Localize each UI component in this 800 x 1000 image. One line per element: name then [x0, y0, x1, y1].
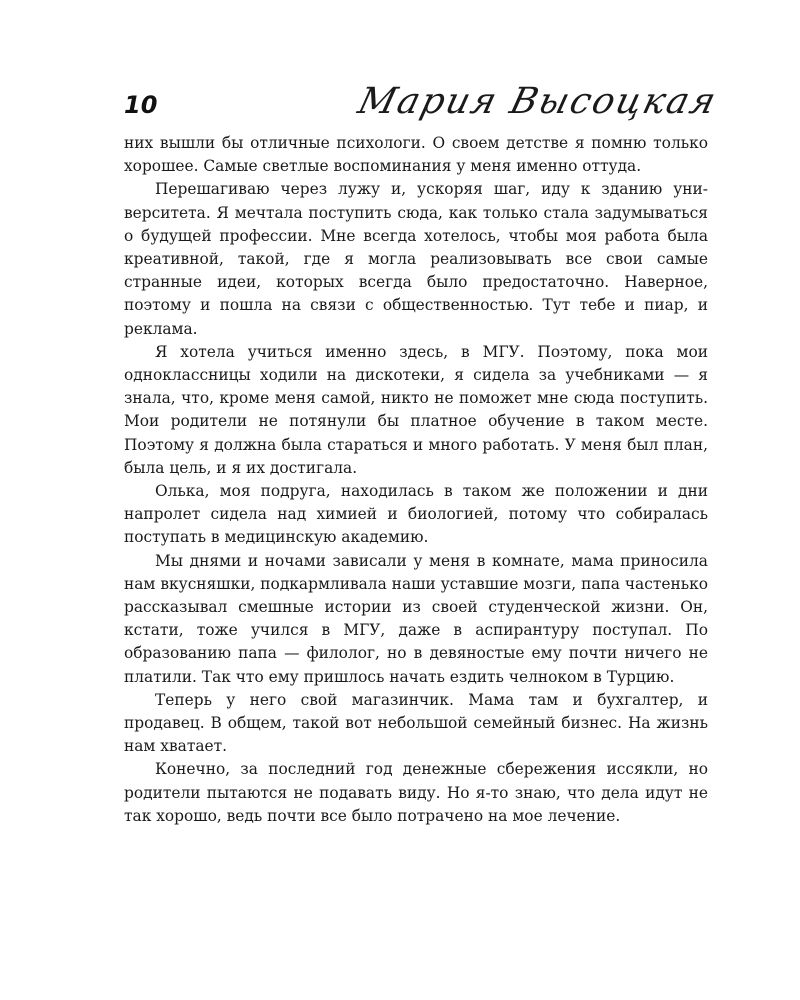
paragraph-5: Мы днями и ночами зависали у меня в комнате, мама приносила нам вкусняшки, подкармливала наши уставшие мозги, папа частенько рассказывал смешные истории из своей студенческой жизни. Он, кстати, тоже учился в МГУ, даже в аспирантуру поступал. По образованию папа — филолог, но в девяностые ему почти ничего не платили. Так что ему пришлось начать ездить челноком в Турцию.	[124, 551, 708, 686]
paragraph-7: Конечно, за последний год денежные сбережения иссякли, но родители пытаются не подавать виду. Но я-то знаю, что дела идут не так хорошо, ведь почти все было потрачено на мое лечение.	[124, 760, 708, 825]
paragraph-3: Я хотела учиться именно здесь, в МГУ. Поэтому, пока мои одноклассницы ходили на дискотеки, я сидела за учебниками — я знала, что, кроме меня самой, никто не поможет мне сюда поступить. Мои родители не потянули бы платное обучение в таком месте. Поэтому я должна была стараться и много работать. У меня был план, была цель, и я их достигала.	[124, 342, 708, 477]
paragraph-2: Перешагиваю через лужу и, ускоряя шаг, иду к зданию университета. Я мечтала поступить сюда, как только стала задумываться о будущей профессии. Мне всегда хотелось, чтобы моя работа была креативной, такой, где я могла реализовывать все свои самые странные идеи, которых всегда было предостаточно. Наверное, поэтому и пошла на связи с общественностью. Тут тебе и пиар, и реклама.	[124, 180, 708, 338]
page-number: 10	[124, 91, 158, 119]
running-header-author: Мария Высоцкая	[353, 81, 722, 122]
paragraph-6: Теперь у него свой магазинчик. Мама там и бухгалтер, и продавец. В общем, такой вот небольшой семейный бизнес. На жизнь нам хватает.	[124, 690, 708, 756]
paragraph-4: Олька, моя подруга, находилась в таком же положении и дни напролет сидела над химией и биологией, потому что собиралась поступать в медицинскую академию.	[124, 482, 708, 547]
body-text	[124, 132, 708, 828]
paragraph-1: них вышли бы отличные психологи. О своем детстве я помню только хорошее. Самые светлые воспоминания у меня именно оттуда.	[124, 134, 708, 176]
